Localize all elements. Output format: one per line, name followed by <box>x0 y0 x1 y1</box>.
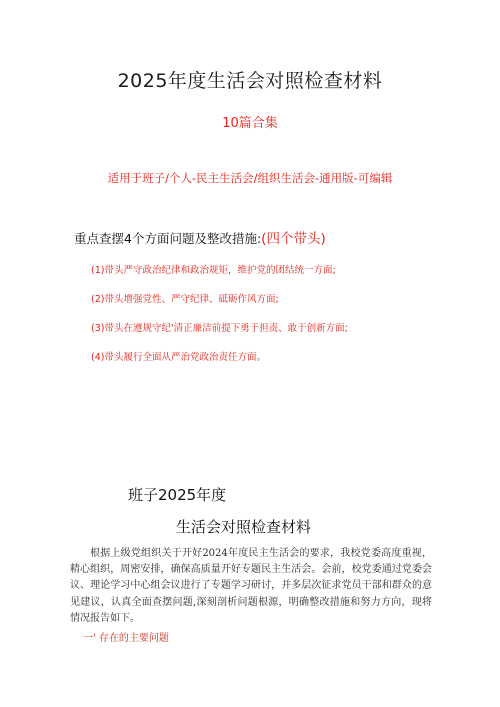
key-point-item: (4)带头履行全面从严治党政治责任方面。 <box>91 352 266 363</box>
key-points-heading-text: 重点查摆4个方面问题及整改措施: <box>74 231 262 246</box>
key-point-item: (2)带头增强党性、严守纪律、砥砺作风方面; <box>91 294 279 305</box>
document-title-line2: 生活会对照检查材料 <box>176 518 312 536</box>
applicability-note: 适用于班子/个人-民主生活会/组织生活会-通用版-可编辑 <box>107 171 393 185</box>
cover-subtitle: 10篇合集 <box>222 116 278 131</box>
key-point-item: (3)带头在遵规守纪'清正廉洁前提下勇于担责、敢于创新方面; <box>91 323 348 334</box>
document-title-line1: 班子2025年度 <box>128 486 227 504</box>
intro-paragraph: 根据上级党组织关于开好2024年度民主生活会的要求，我校党委高度重视，精心组织，周密安排，确保高质量开好专题民主生活会。会前，校党委通过党委会议、理论学习中心组会议进行了专题学习研讨，并多层次征求党员干部和群众的意见建议，认真全面查摆问题,深刻剖析问题根源，明确整改措施和努力方向，现将情况报告如下。 <box>70 548 432 624</box>
key-points-list <box>91 262 348 378</box>
section-heading-issues: 一' 存在的主要问题 <box>83 633 169 644</box>
key-point-item: (1)带头严守政治纪律和政治规矩，维护党的团结统一方面; <box>91 265 336 276</box>
key-points-heading <box>74 227 326 247</box>
key-points-heading-accent: (四个带头) <box>261 231 326 247</box>
cover-title: 2025年度生活会对照检查材料 <box>117 70 383 92</box>
